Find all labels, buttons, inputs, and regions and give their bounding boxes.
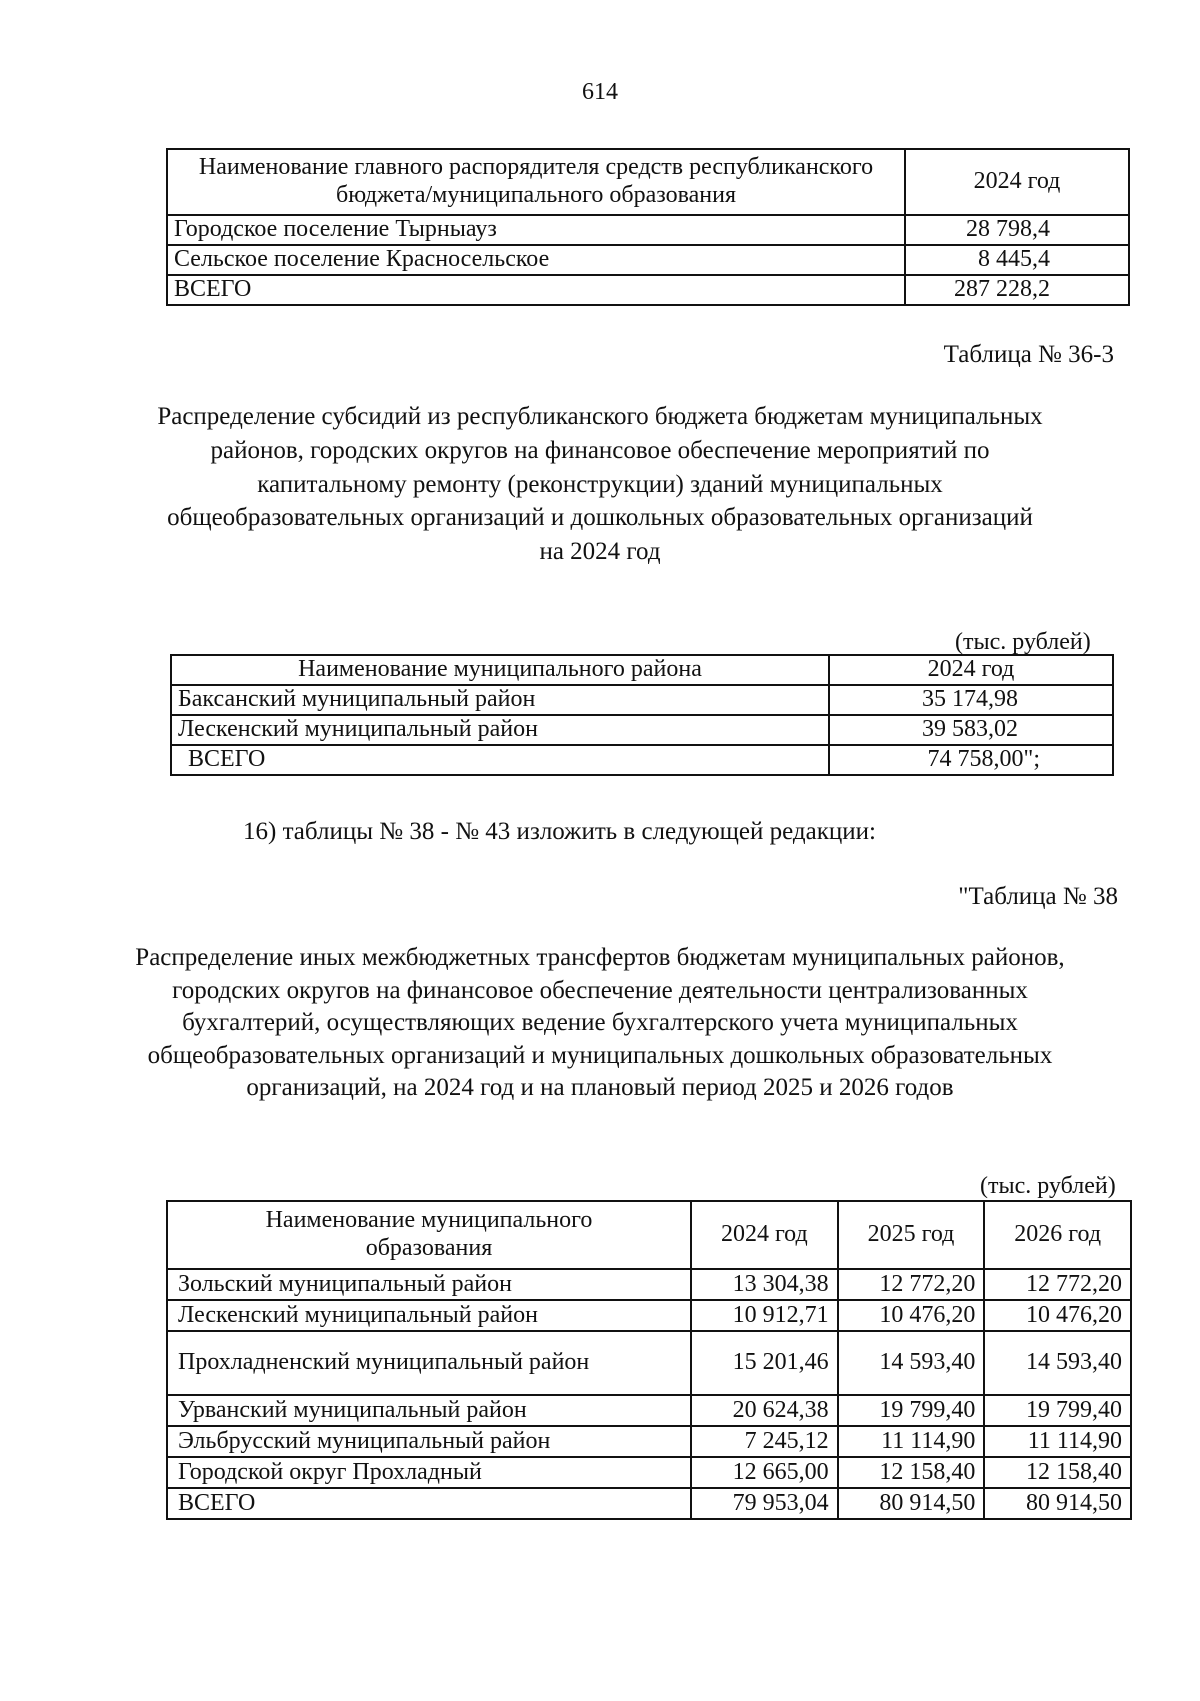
row-value-2026: 12 158,40	[984, 1457, 1131, 1488]
row-value-2025: 11 114,90	[838, 1426, 985, 1457]
row-value-2025: 12 772,20	[838, 1269, 985, 1300]
header-year-cell: 2024 год	[691, 1201, 838, 1269]
row-value-2026: 19 799,40	[984, 1395, 1131, 1426]
table-row-total	[167, 275, 1129, 305]
header-year-cell: 2024 год	[829, 655, 1113, 685]
table-header-row	[167, 1201, 1131, 1269]
row-value-2026: 11 114,90	[984, 1426, 1131, 1457]
row-value: 287 228,2	[905, 275, 1129, 305]
row-value-2024: 20 624,38	[691, 1395, 838, 1426]
table-row	[167, 1426, 1131, 1457]
row-value-2024: 13 304,38	[691, 1269, 838, 1300]
row-value: 39 583,02	[829, 715, 1113, 745]
row-name: Зольский муниципальный район	[167, 1269, 691, 1300]
row-name: Городское поселение Тырныауз	[167, 215, 905, 245]
table-row	[167, 245, 1129, 275]
table-row	[167, 1269, 1131, 1300]
title-text: Распределение субсидий из республиканского бюджета бюджетам муниципальных районов, городских округов на финансовое обеспечение мероприятий по капитальному ремонту (реконструкции) зданий муниципальных общеобразовательных организаций и дошкольных образовательных организаций	[157, 403, 1043, 532]
table-row	[167, 215, 1129, 245]
row-name: Баксанский муниципальный район	[171, 685, 829, 715]
transfers-table-38	[166, 1200, 1132, 1520]
title-subtitle: на 2024 год	[539, 538, 661, 565]
row-name: Лескенский муниципальный район	[167, 1300, 691, 1331]
table-row-total	[171, 745, 1113, 775]
table-row	[171, 685, 1113, 715]
table-header-row	[171, 655, 1113, 685]
row-value-2025: 14 593,40	[838, 1331, 985, 1395]
unit-label: (тыс. рублей)	[980, 1173, 1116, 1199]
row-name: ВСЕГО	[171, 745, 829, 775]
header-name-cell: Наименование муниципального района	[171, 655, 829, 685]
row-value: 28 798,4	[905, 215, 1129, 245]
row-value-2026: 80 914,50	[984, 1488, 1131, 1519]
row-value-2024: 15 201,46	[691, 1331, 838, 1395]
unit-label: (тыс. рублей)	[955, 629, 1091, 655]
header-year-cell: 2025 год	[838, 1201, 985, 1269]
row-value-2025: 80 914,50	[838, 1488, 985, 1519]
header-year-cell: 2026 год	[984, 1201, 1131, 1269]
row-name: Городской округ Прохладный	[167, 1457, 691, 1488]
page-number: 614	[582, 79, 618, 105]
table-header-row	[167, 149, 1129, 215]
amendment-instruction: 16) таблицы № 38 - № 43 изложить в следующей редакции:	[243, 818, 876, 845]
row-value-2024: 12 665,00	[691, 1457, 838, 1488]
table-36-3-title	[150, 400, 1050, 569]
budget-table-continuation	[166, 148, 1130, 306]
row-value-2025: 10 476,20	[838, 1300, 985, 1331]
table-row	[167, 1300, 1131, 1331]
table-38-title: Распределение иных межбюджетных трансфертов бюджетам муниципальных районов, городских округов на финансовое обеспечение деятельности централизованных бухгалтерий, осуществляющих ведение бухгалтерского учета муниципальных общеобразовательных организаций и муниципальных дошкольных образовательных организаций, на 2024 год и на плановый период 2025 и 2026 годов	[135, 944, 1065, 1101]
table-38-label: "Таблица № 38	[958, 883, 1118, 910]
row-name: ВСЕГО	[167, 275, 905, 305]
row-value-2024: 79 953,04	[691, 1488, 838, 1519]
table-row	[167, 1457, 1131, 1488]
row-name: Прохладненский муниципальный район	[167, 1331, 691, 1395]
table-36-3-label: Таблица № 36-3	[943, 341, 1114, 368]
row-value: 35 174,98	[829, 685, 1113, 715]
table-row	[167, 1331, 1131, 1395]
row-name: Эльбрусский муниципальный район	[167, 1426, 691, 1457]
header-name-cell: Наименование главного распорядителя средств республиканского бюджета/муниципального образования	[167, 149, 905, 215]
table-row-total	[167, 1488, 1131, 1519]
row-value-2026: 10 476,20	[984, 1300, 1131, 1331]
table-row	[167, 1395, 1131, 1426]
row-name: Урванский муниципальный район	[167, 1395, 691, 1426]
row-name: ВСЕГО	[167, 1488, 691, 1519]
row-value: 8 445,4	[905, 245, 1129, 275]
row-name: Сельское поселение Красносельское	[167, 245, 905, 275]
subsidy-table-36-3	[170, 654, 1114, 776]
header-year-cell: 2024 год	[905, 149, 1129, 215]
row-value-2024: 10 912,71	[691, 1300, 838, 1331]
row-value: 74 758,00";	[829, 745, 1113, 775]
row-value-2026: 12 772,20	[984, 1269, 1131, 1300]
table-row	[171, 715, 1113, 745]
row-value-2025: 12 158,40	[838, 1457, 985, 1488]
row-value-2025: 19 799,40	[838, 1395, 985, 1426]
row-value-2024: 7 245,12	[691, 1426, 838, 1457]
row-value-2026: 14 593,40	[984, 1331, 1131, 1395]
header-name-cell: Наименование муниципального образования	[167, 1201, 691, 1269]
row-name: Лескенский муниципальный район	[171, 715, 829, 745]
